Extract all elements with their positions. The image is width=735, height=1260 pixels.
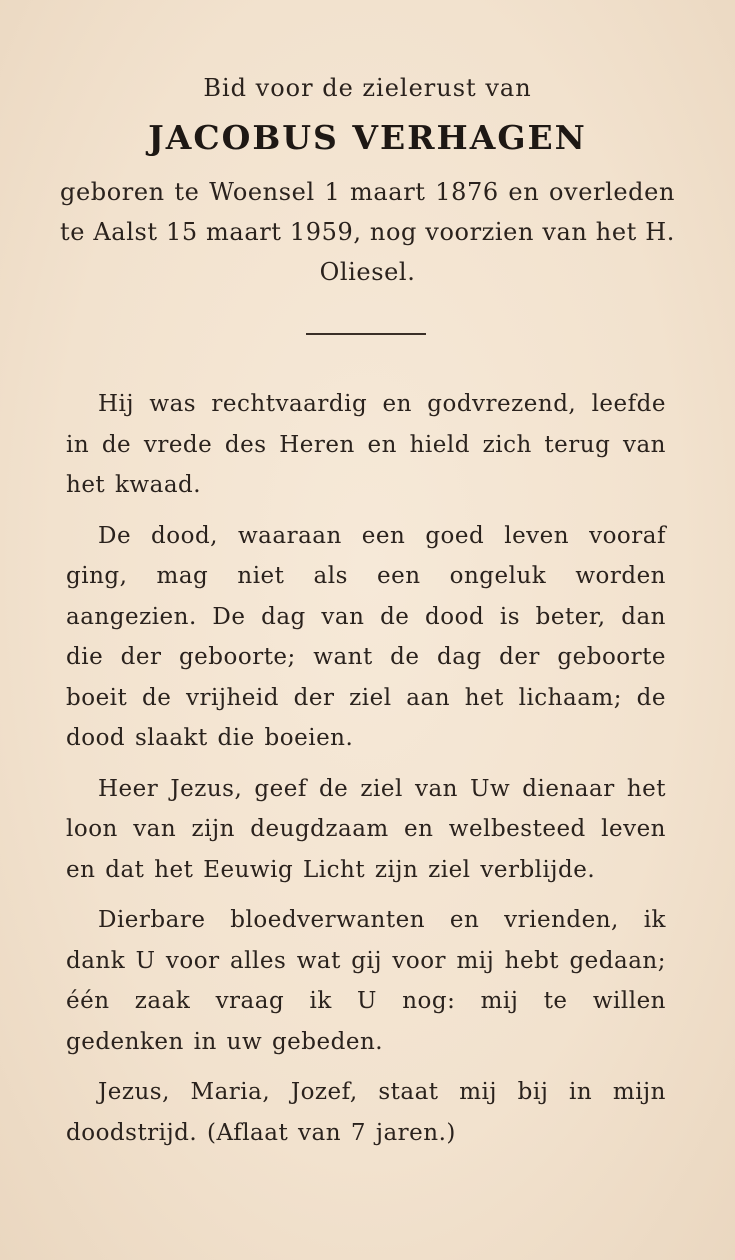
paragraph-1: Hij was rechtvaardig en godvrezend, leefde in de vrede des Heren en hield zich terug van het kwaad. [66,391,666,498]
card-header [60,70,675,292]
deceased-name: JACOBUS VERHAGEN [148,118,587,157]
birth-death-details: geboren te Woensel 1 maart 1876 en overleden te Aalst 15 maart 1959, nog voorzien van het H. Oliesel. [60,178,675,286]
divider-line [306,333,426,335]
intro-line: Bid voor de zielerust van [203,74,532,102]
paragraph-2: De dood, waaraan een goed leven vooraf ging, mag niet als een ongeluk worden aangezien. De dag van de dood is beter, dan die der geboorte; want de dag der geboorte boeit de vrijheid der ziel aan het lichaam; de dood slaakt die boeien. [66,522,666,751]
paragraph-5: Jezus, Maria, Jozef, staat mij bij in mijn doodstrijd. (Aflaat van 7 jaren.) [66,1079,666,1146]
paragraph-3: Heer Jezus, geef de ziel van Uw dienaar het loon van zijn deugdzaam en welbesteed leven en dat het Eeuwig Licht zijn ziel verblijde. [66,775,666,883]
card-body [66,384,666,1163]
paragraph-4: Dierbare bloedverwanten en vrienden, ik dank U voor alles wat gij voor mij hebt gedaan; één zaak vraag ik U nog: mij te willen gedenken in uw gebeden. [66,907,666,1055]
